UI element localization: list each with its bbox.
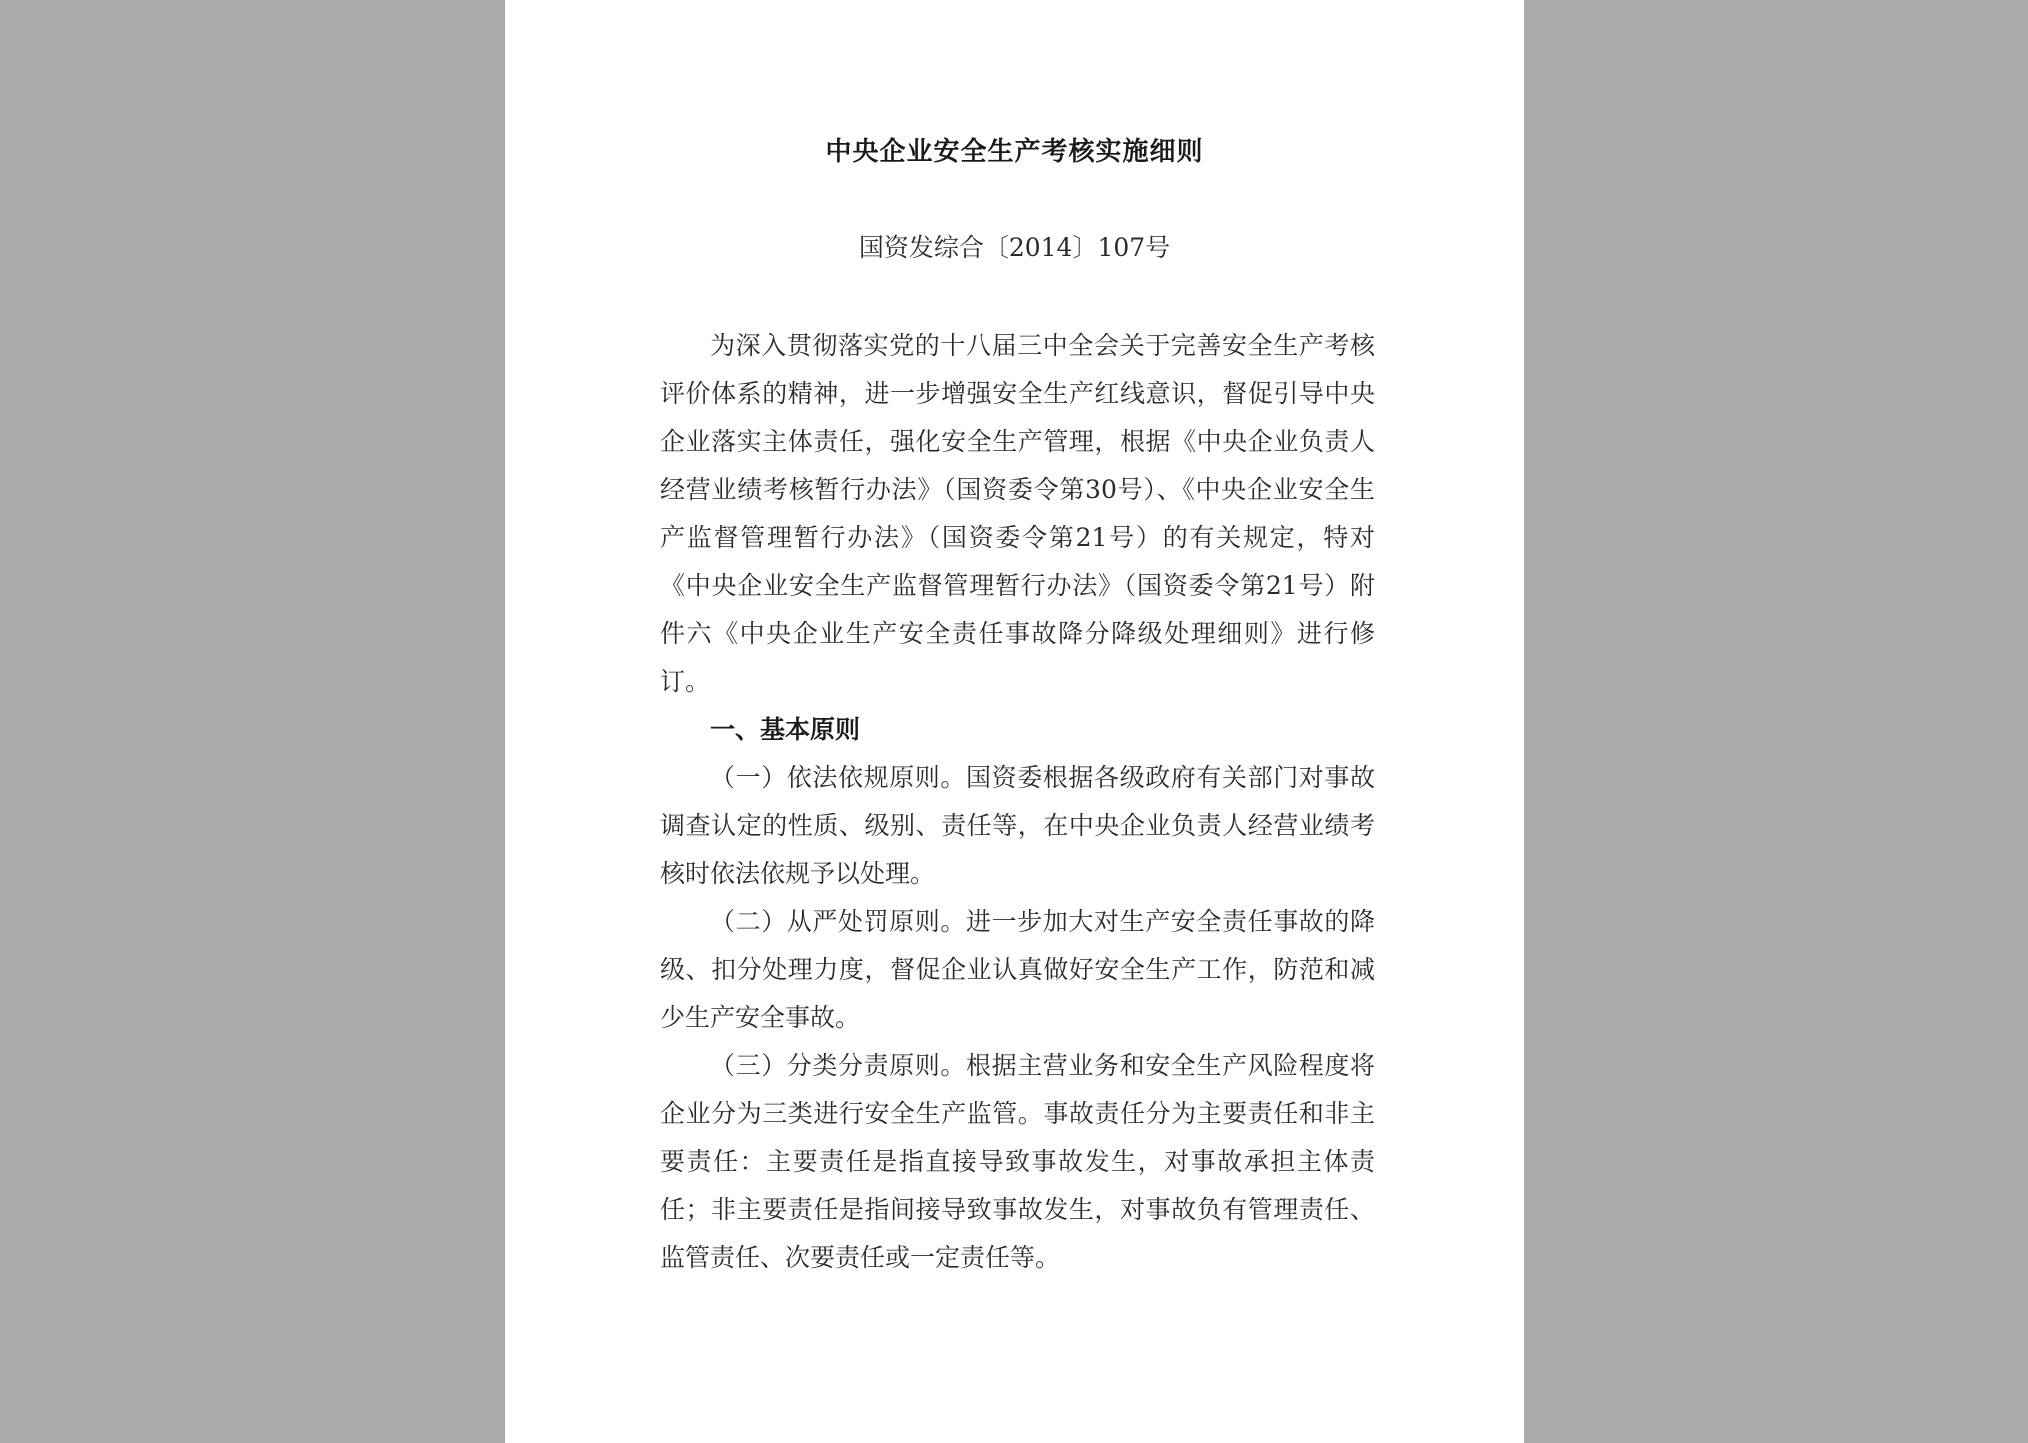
document-number: 国资发综合〔2014〕107号 — [858, 233, 1171, 262]
principle-paragraph-3: （三）分类分责原则。根据主营业务和安全生产风险程度将企业分为三类进行安全生产监管。事故责任分为主要责任和非主要责任：主要责任是指直接导致事故发生，对事故承担主体责任；非主要责任是指间接导致事故发生，对事故负有管理责任、监管责任、次要责任或一定责任等。 — [660, 1051, 1375, 1272]
intro-paragraph: 为深入贯彻落实党的十八届三中全会关于完善安全生产考核评价体系的精神，进一步增强安全生产红线意识，督促引导中央企业落实主体责任，强化安全生产管理，根据《中央企业负责人经营业绩考核暂行办法》（国资委令第30号）、《中央企业安全生产监督管理暂行办法》（国资委令第21号）的有关规定，特对《中央企业安全生产监督管理暂行办法》（国资委令第21号）附件六《中央企业生产安全责任事故降分降级处理细则》进行修订。 — [660, 331, 1375, 696]
principle-paragraph-2: （二）从严处罚原则。进一步加大对生产安全责任事故的降级、扣分处理力度，督促企业认真做好安全生产工作，防范和减少生产安全事故。 — [660, 907, 1375, 1032]
document-title: 中央企业安全生产考核实施细则 — [825, 137, 1204, 167]
principle-paragraph-1: （一）依法依规原则。国资委根据各级政府有关部门对事故调查认定的性质、级别、责任等，在中央企业负责人经营业绩考核时依法依规予以处理。 — [660, 763, 1375, 888]
document-page — [505, 0, 1524, 1443]
document-body — [660, 322, 1375, 1282]
section-heading: 一、基本原则 — [710, 715, 861, 744]
